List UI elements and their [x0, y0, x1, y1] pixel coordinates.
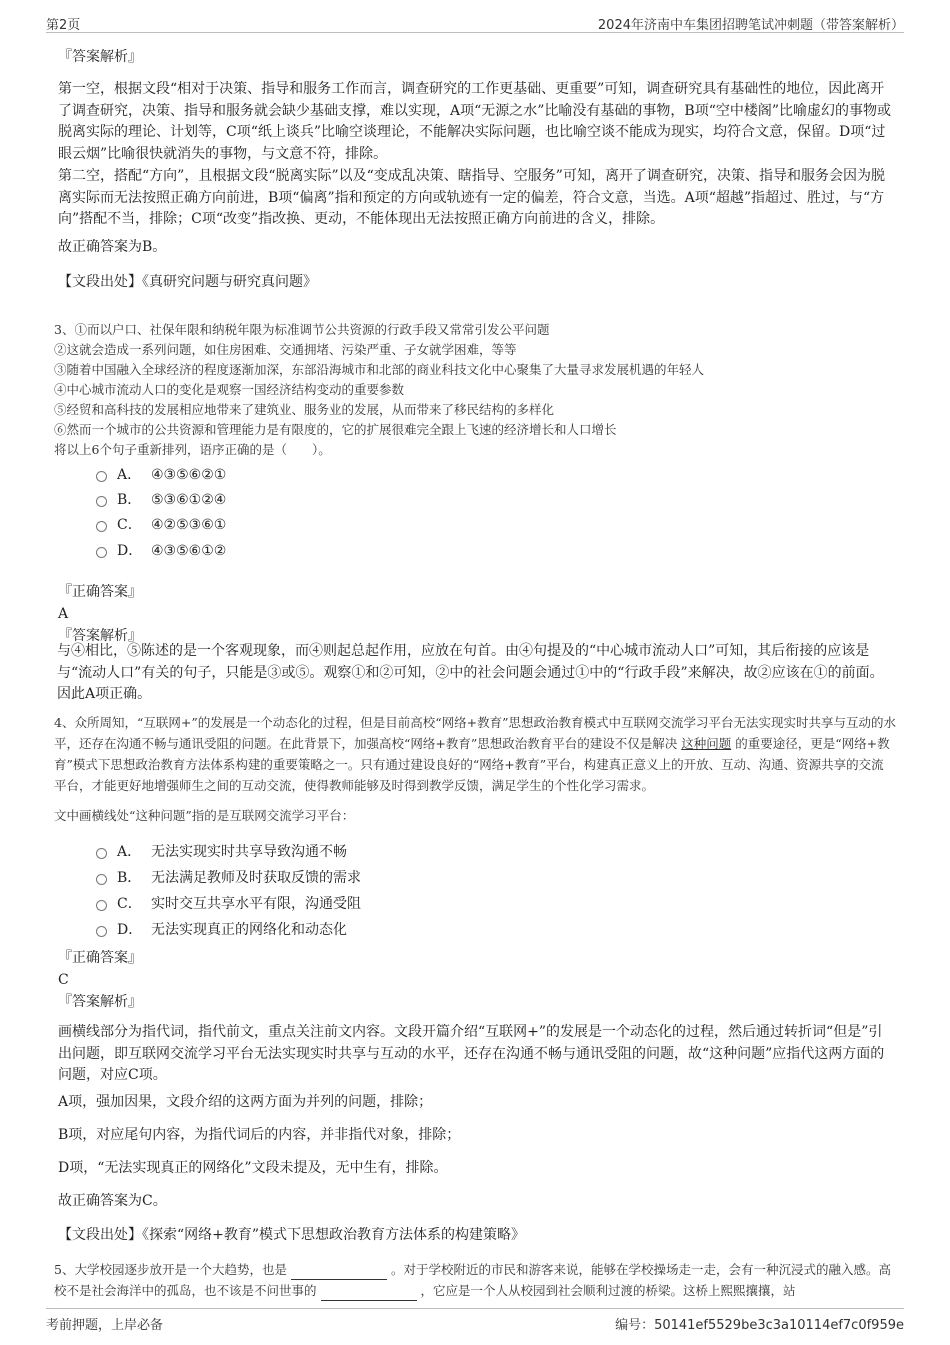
q4-option-a[interactable]: A． 无法实现实时共享导致沟通不畅 [96, 842, 347, 862]
q4-question: 文中画横线处“这种问题”指的是互联网交流学习平台： [54, 808, 355, 823]
q4-option-b[interactable]: B． 无法满足教师及时获取反馈的需求 [96, 868, 361, 888]
q4-correct-label: 『正确答案』 [58, 950, 142, 966]
q3-answer-block [58, 582, 894, 646]
q3-option-b[interactable]: B． ⑤③⑥①②④ [96, 490, 226, 510]
q3-option-c[interactable]: C． ④②⑤③⑥① [96, 515, 226, 535]
page-header [46, 12, 904, 33]
q3-stem [54, 320, 890, 460]
q4-analysis-b: B项，对应尾句内容，为指代词后的内容，并非指代对象，排除； [58, 1127, 461, 1143]
q4-passage: 4、众所周知，“互联网+”的发展是一个动态化的过程，但是目前高校“网络+教育”思想政治教育模式中互联网交流学习平台无法实现实时共享与互动的水平，还存在沟通不畅与通讯受阻的问题。在此背景下，加强高校“网络+教育”思想政治教育平台的建设不仅是解决 这种问题 的重要途径，更是“网络+教育”模式下思想政治教育方法体系构建的重要策略之一。只有通过建设良好的“网络+教育”平台，构建真正意义上的开放、互动、沟通、资源共享的交流平台，才能更好地增强师生之间的互动交流，使得教师能够及时得到教学反馈，满足学生的个性化学习需求。 [54, 715, 896, 793]
q2-source: 【文段出处】《真研究问题与研究真问题》 [58, 274, 317, 290]
q2-para1-text: 第一空，根据文段“相对于决策、指导和服务工作而言，调查研究的工作更基础、更重要”可知，调查研究具有基础性的地位，因此离开了调查研究，决策、指导和服务就会缺少基础支撑，难以实现，A项“无源之水”比喻没有基础的事物，B项“空中楼阁”比喻虚幻的事物或脱离实际的理论、计划等，C项“纸上谈兵”比喻空谈理论，不能解决实际问题，也比喻空谈不能成为现实，均符合文意，保留。D项“过眼云烟”比喻很快就消失的事物，与文意不符，排除。 [58, 81, 892, 162]
page-number: 第2页 [46, 18, 81, 33]
radio-icon[interactable] [96, 496, 107, 507]
q4-answer-block [58, 948, 894, 1012]
q3-correct-answer: A [58, 606, 69, 622]
radio-icon[interactable] [96, 900, 107, 911]
footer-slogan: 考前押题，上岸必备 [46, 1318, 164, 1333]
fill-blank-2[interactable] [321, 1286, 417, 1301]
document-id: 编号：50141ef5529be3c3a10114ef7c0f959e [615, 1318, 904, 1333]
q3-line-1: 3、①而以户口、社保年限和纳税年限为标准调节公共资源的行政手段又常常引发公平问题 [54, 322, 550, 337]
q3-option-a[interactable]: A． ④③⑤⑥②① [96, 465, 226, 485]
q2-analysis-para1 [58, 79, 894, 165]
radio-icon[interactable] [96, 471, 107, 482]
radio-icon[interactable] [96, 874, 107, 885]
q3-question: 将以上6个句子重新排列，语序正确的是（ ）。 [54, 442, 331, 457]
q5-passage: 5、大学校园逐步放开是一个大趋势，也是 。对于学校附近的市民和游客来说，能够在学校操场走一走，会有一种沉浸式的融入感。高校不是社会海洋中的孤岛，也不该是不问世事的 ，它应是一个人从校园到社会顺利过渡的桥梁。这桥上熙熙攘攘，站 [54, 1259, 896, 1301]
q3-analysis: 与④相比，⑤陈述的是一个客观现象，而④则起总起作用，应放在句首。由④句提及的“中心城市流动人口”可知，其后衔接的应该是与“流动人口”有关的句子，只能是③或⑤。观察①和②可知，②中的社会问题会通过①中的“行政手段”来解决，故②应该在①的前面。因此A项正确。 [57, 643, 884, 702]
q2-analysis-label-block [58, 47, 894, 67]
q4-analysis-a: A项，强加因果，文段介绍的这两方面为并列的问题，排除； [58, 1094, 433, 1110]
q3-option-d[interactable]: D． ④③⑤⑥①② [96, 541, 226, 561]
q4-analysis-d: D项，“无法实现真正的网络化”文段未提及，无中生有，排除。 [58, 1160, 448, 1176]
q4-option-d[interactable]: D． 无法实现真正的网络化和动态化 [96, 920, 347, 940]
q3-line-3: ③随着中国融入全球经济的程度逐渐加深，东部沿海城市和北部的商业科技文化中心聚集了大量寻求发展机遇的年轻人 [54, 362, 705, 377]
fill-blank-1[interactable] [291, 1265, 387, 1280]
radio-icon[interactable] [96, 926, 107, 937]
q3-correct-label: 『正确答案』 [58, 584, 142, 600]
page-footer [46, 1308, 904, 1333]
q3-analysis-label: 『答案解析』 [58, 628, 142, 644]
q4-analysis-para1: 画横线部分为指代词，指代前文，重点关注前文内容。文段开篇介绍“互联网+”的发展是一个动态化的过程，然后通过转折词“但是”引出问题，即互联网交流学习平台无法实现实时共享与互动的水平，还存在沟通不畅与通讯受阻的问题，故“这种问题”应指代这两方面的问题，对应C项。 [58, 1024, 885, 1083]
q2-analysis-label: 『答案解析』 [58, 49, 142, 65]
document-title: 2024年济南中车集团招聘笔试冲刺题（带答案解析） [597, 18, 904, 33]
q4-source: 【文段出处】《探索“网络+教育”模式下思想政治教育方法体系的构建策略》 [58, 1227, 526, 1243]
q4-option-c[interactable]: C． 实时交互共享水平有限，沟通受阻 [96, 894, 361, 914]
q4-correct-answer: C [58, 972, 69, 988]
underlined-phrase: 这种问题 [681, 736, 732, 751]
q4-analysis-label: 『答案解析』 [58, 994, 142, 1010]
q3-line-6: ⑥然而一个城市的公共资源和管理能力是有限度的，它的扩展很难完全跟上飞速的经济增长和人口增长 [54, 422, 617, 437]
q2-para2-text: 第二空，搭配“方向”，且根据文段“脱离实际”以及“变成乱决策、瞎指导、空服务”可知，离开了调查研究，决策、指导和服务会因为脱离实际而无法按照正确方向前进，B项“偏离”指和预定的方向或轨迹有一定的偏差，符合文意，当选。A项“超越”指超过、胜过，与“方向”搭配不当，排除；C项“改变”指改换、更动，不能体现出无法按照正确方向前进的含义，排除。 [58, 168, 885, 227]
radio-icon[interactable] [96, 521, 107, 532]
q3-line-4: ④中心城市流动人口的变化是观察一国经济结构变动的重要参数 [54, 382, 405, 397]
q2-conclusion: 故正确答案为B。 [58, 239, 167, 255]
q3-line-2: ②这就会造成一系列问题，如住房困难、交通拥堵、污染严重、子女就学困难，等等 [54, 342, 517, 357]
q3-line-5: ⑤经贸和高科技的发展相应地带来了建筑业、服务业的发展，从而带来了移民结构的多样化 [54, 402, 555, 417]
radio-icon[interactable] [96, 547, 107, 558]
q2-analysis-para2 [58, 166, 894, 231]
radio-icon[interactable] [96, 848, 107, 859]
q4-conclusion: 故正确答案为C。 [58, 1193, 167, 1209]
